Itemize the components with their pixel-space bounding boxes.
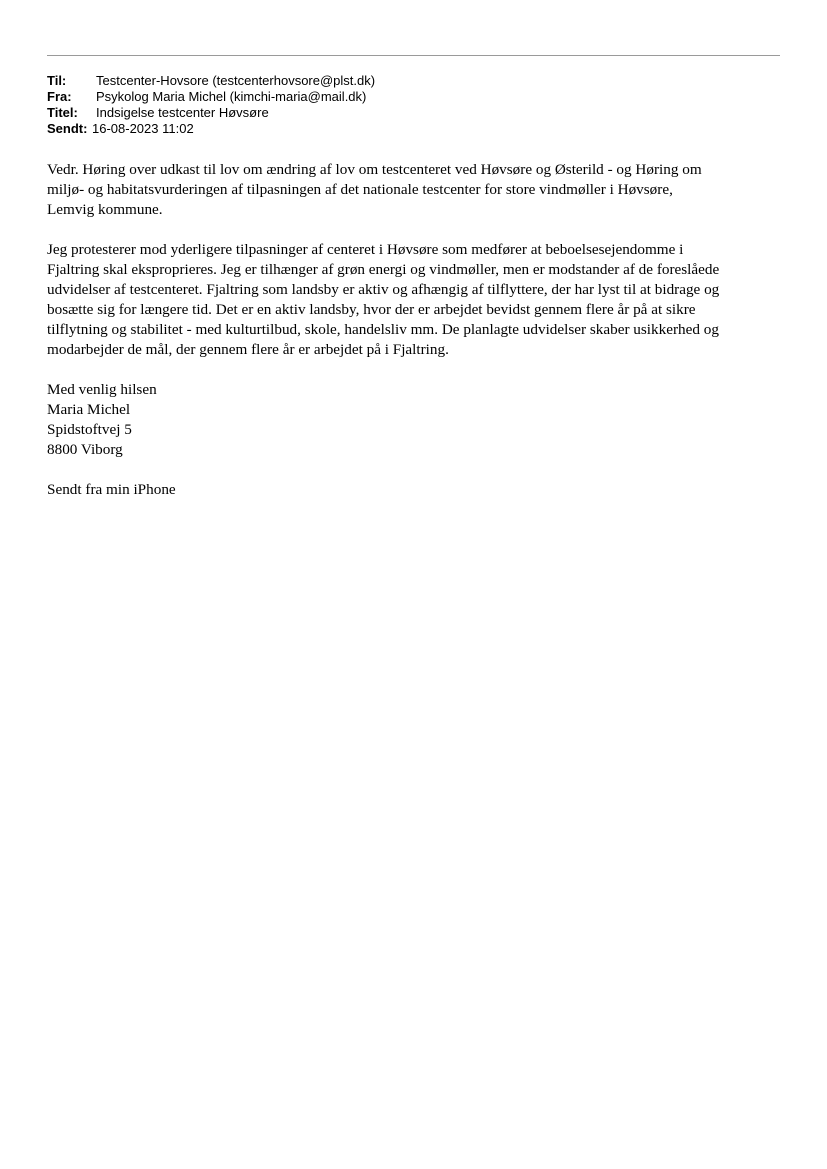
paragraph-subject-reference: [47, 160, 787, 220]
body-line: Lemvig kommune.: [47, 201, 163, 218]
body-line: modarbejder de mål, der gennem flere år er arbejdet på i Fjaltring.: [47, 341, 449, 358]
footer-line: Sendt fra min iPhone: [47, 481, 176, 498]
from-label: Fra:: [47, 89, 72, 104]
sent-from-footer: [47, 480, 787, 500]
sent-row: [47, 121, 780, 137]
signature-street: Spidstoftvej 5: [47, 421, 132, 438]
email-body: [47, 160, 787, 520]
subject-row: [47, 105, 780, 121]
body-line: udvidelser af testcenteret. Fjaltring som landsby er aktiv og afhængig af tilflyttere, der har lyst til at bidrage og: [47, 281, 720, 298]
to-row: [47, 73, 780, 89]
header-divider: [47, 55, 780, 56]
signature-greeting: Med venlig hilsen: [47, 381, 157, 398]
to-value: Testcenter-Hovsore (testcenterhovsore@plst.dk): [96, 73, 376, 88]
body-line: bosætte sig for længere tid. Det er en aktiv landsby, hvor der er arbejdet bevidst gennem flere år på at sikre: [47, 301, 696, 318]
subject-label: Titel:: [47, 105, 78, 120]
paragraph-objection: [47, 240, 787, 360]
body-line: miljø- og habitatsvurderingen af tilpasningen af det nationale testcenter for store vindmøller i Høvsøre,: [47, 181, 673, 198]
signature-block: [47, 380, 787, 460]
signature-name: Maria Michel: [47, 401, 131, 418]
from-value: Psykolog Maria Michel (kimchi-maria@mail.dk): [96, 89, 367, 104]
body-line: Vedr. Høring over udkast til lov om ændring af lov om testcenteret ved Høvsøre og Østerild - og Høring om: [47, 161, 702, 178]
from-row: [47, 89, 780, 105]
sent-value: 16-08-2023 11:02: [92, 121, 194, 136]
body-line: Jeg protesterer mod yderligere tilpasninger af centeret i Høvsøre som medfører at beboelsesejendomme i: [47, 241, 684, 258]
sent-label: Sendt:: [47, 121, 88, 136]
to-label: Til:: [47, 73, 67, 88]
email-header: [47, 73, 780, 137]
body-line: tilflytning og stabilitet - med kulturtilbud, skole, handelsliv mm. De planlagte udvidelser skaber usikkerhed og: [47, 321, 719, 338]
subject-value: Indsigelse testcenter Høvsøre: [96, 105, 269, 120]
signature-city: 8800 Viborg: [47, 441, 123, 458]
body-line: Fjaltring skal eksproprieres. Jeg er tilhænger af grøn energi og vindmøller, men er modstander af de foreslåede: [47, 261, 720, 278]
